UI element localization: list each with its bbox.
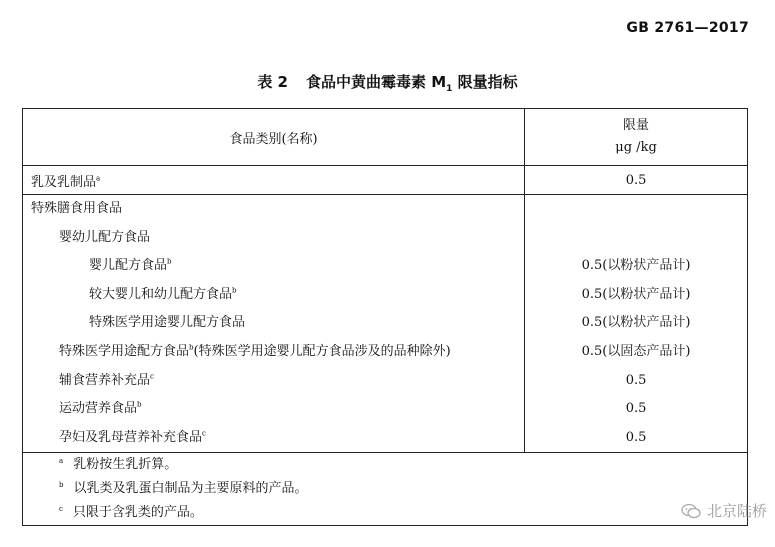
row-value-dairy: 0.5 bbox=[525, 166, 748, 195]
row-name: 孕妇及乳母营养补充食品$^c$ bbox=[59, 429, 206, 445]
row-value bbox=[525, 224, 747, 253]
table-notes bbox=[23, 453, 748, 526]
footnote: $^b$ 以乳类及乳蛋白制品为主要原料的产品。 bbox=[59, 481, 308, 497]
header-category: 食品类别(名称) bbox=[23, 109, 525, 166]
table-notes-row bbox=[23, 453, 748, 526]
row-name: 特殊膳食用食品 bbox=[31, 201, 123, 216]
table-title: 食品中黄曲霉毒素 $M_1$ 限量指标 bbox=[306, 73, 518, 94]
table-number: 表 2 bbox=[257, 73, 288, 91]
row-name: 较大婴儿和幼儿配方食品$^b$ bbox=[89, 286, 237, 302]
row-value: 0.5(以固态产品计) bbox=[581, 343, 691, 359]
limit-column bbox=[525, 195, 748, 453]
table-caption bbox=[0, 71, 775, 94]
watermark-text: 北京陆桥 bbox=[706, 502, 767, 520]
header-limit-label: 限量 bbox=[623, 118, 650, 133]
footnote: $^a$ 乳粉按生乳折算。 bbox=[59, 457, 178, 473]
header-limit bbox=[525, 109, 748, 166]
table-header-row bbox=[23, 109, 748, 166]
row-name: 婴儿配方食品$^b$ bbox=[89, 257, 172, 274]
row-value: 0.5 bbox=[625, 429, 647, 445]
row-value: 0.5 bbox=[625, 372, 647, 388]
row-name: 辅食营养补充品$^c$ bbox=[59, 372, 154, 388]
row-value: 0.5(以粉状产品计) bbox=[581, 258, 691, 274]
row-name: 特殊医学用途配方食品$^b$(特殊医学用途婴儿配方食品涉及的品种除外) bbox=[59, 343, 451, 359]
row-value: 0.5(以粉状产品计) bbox=[581, 286, 691, 302]
row-value: 0.5 bbox=[625, 401, 647, 417]
limits-table bbox=[22, 108, 748, 526]
wechat-icon bbox=[681, 503, 701, 519]
footnote: $^c$ 只限于含乳类的产品。 bbox=[59, 505, 203, 521]
row-name: 婴幼儿配方食品 bbox=[59, 229, 151, 245]
category-column bbox=[23, 195, 525, 453]
table-row bbox=[23, 166, 748, 195]
standard-code: GB 2761—2017 bbox=[626, 20, 749, 36]
row-name: 运动营养食品$^b$ bbox=[59, 400, 142, 417]
header-unit: μg /kg bbox=[615, 140, 657, 155]
row-name: 特殊医学用途婴儿配方食品 bbox=[89, 315, 246, 331]
row-value: 0.5(以粉状产品计) bbox=[581, 315, 691, 331]
row-name-dairy: 乳及乳制品$^a$ bbox=[23, 166, 525, 195]
watermark bbox=[681, 500, 767, 521]
table-row-group bbox=[23, 195, 748, 453]
row-value bbox=[525, 195, 747, 224]
